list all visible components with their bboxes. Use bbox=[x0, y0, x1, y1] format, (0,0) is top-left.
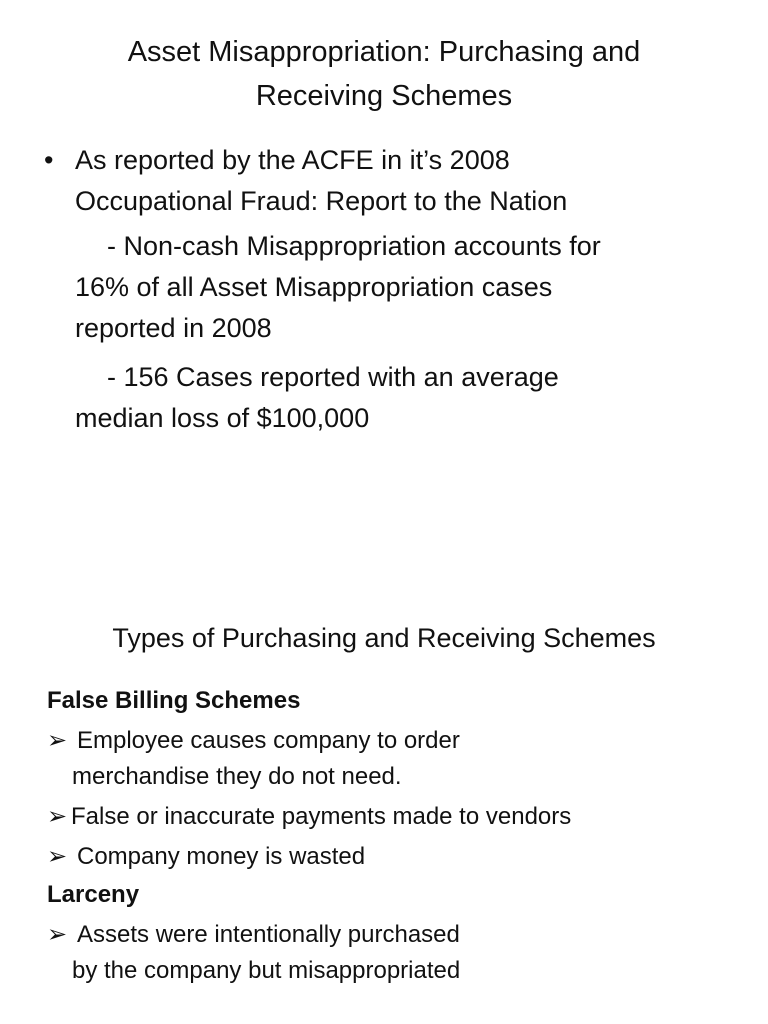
bullet-item bbox=[44, 140, 734, 222]
heading-larceny: Larceny bbox=[47, 881, 140, 908]
item2-text: False or inaccurate payments made to vendors bbox=[71, 803, 572, 830]
bullet-list bbox=[44, 140, 734, 439]
list-item bbox=[47, 799, 747, 835]
sub1-line-1: - Non-cash Misappropriation accounts for bbox=[107, 231, 601, 261]
sub2-line-2: median loss of $100,000 bbox=[75, 403, 370, 433]
bullet-line-2: Occupational Fraud: Report to the Nation bbox=[75, 186, 568, 216]
title-line-2: Receiving Schemes bbox=[255, 80, 513, 112]
slide-2 bbox=[0, 600, 768, 1024]
sub1-line-3: reported in 2008 bbox=[75, 313, 272, 343]
bullet-line-1: As reported by the ACFE in it’s 2008 bbox=[75, 145, 510, 175]
item4-line-2: by the company but misappropriated bbox=[72, 957, 461, 984]
arrow-bullet-icon: ➢ bbox=[47, 803, 68, 830]
slide-1 bbox=[0, 0, 768, 470]
title-line-1: Asset Misappropriation: Purchasing and bbox=[127, 36, 641, 68]
arrow-bullet-icon: ➢ bbox=[47, 727, 68, 754]
list-item bbox=[47, 917, 747, 989]
bullet-dot-icon: • bbox=[44, 145, 54, 175]
arrow-bullet-icon: ➢ bbox=[47, 843, 68, 870]
item1-line-2: merchandise they do not need. bbox=[72, 763, 402, 790]
sub-point-2 bbox=[44, 357, 734, 439]
item1-line-1: Employee causes company to order bbox=[77, 727, 460, 754]
heading-false-billing: False Billing Schemes bbox=[47, 687, 301, 714]
item4-line-1: Assets were intentionally purchased bbox=[77, 921, 460, 948]
slide-2-title: Types of Purchasing and Receiving Schemes bbox=[112, 623, 656, 653]
list-item bbox=[47, 839, 747, 875]
scheme-list bbox=[47, 683, 747, 989]
arrow-bullet-icon: ➢ bbox=[47, 921, 68, 948]
sub2-line-1: - 156 Cases reported with an average bbox=[107, 362, 559, 392]
list-item bbox=[47, 723, 747, 795]
sub1-line-2: 16% of all Asset Misappropriation cases bbox=[75, 272, 553, 302]
item3-text: Company money is wasted bbox=[77, 843, 366, 870]
sub-point-1 bbox=[44, 226, 734, 349]
slide-title bbox=[40, 30, 728, 118]
